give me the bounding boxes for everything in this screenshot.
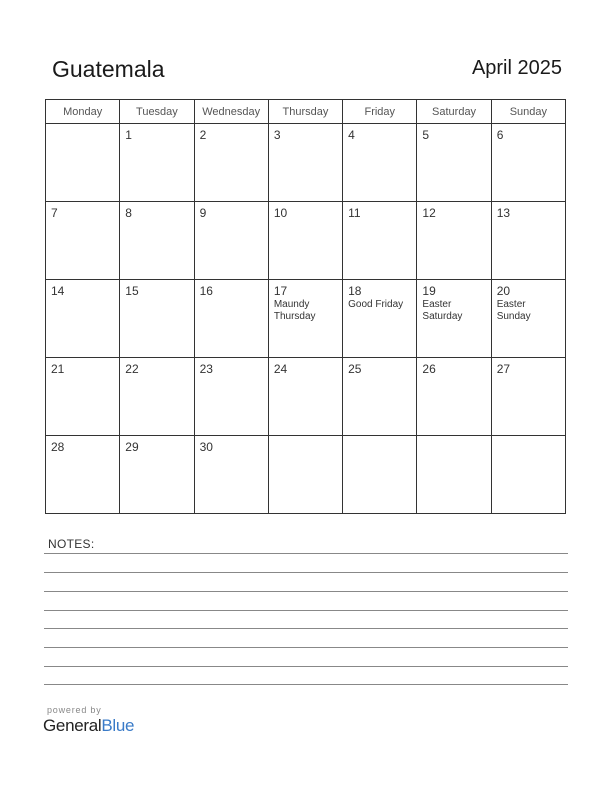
day-cell (46, 280, 120, 358)
weekday-sunday: Sunday (491, 100, 565, 124)
day-number: 18 (348, 284, 362, 298)
week-row (46, 124, 566, 202)
day-number: 5 (422, 128, 430, 142)
day-cell (268, 202, 342, 280)
day-number: 17 (273, 284, 288, 298)
holiday-label-line: Maundy (273, 299, 310, 310)
day-number: 12 (422, 206, 436, 220)
day-number: 25 (348, 362, 362, 376)
day-cell (343, 358, 417, 436)
weekday-thursday: Thursday (268, 100, 342, 124)
note-line (44, 684, 568, 685)
day-cell (343, 436, 417, 514)
day-cell (417, 358, 491, 436)
day-cell (46, 124, 120, 202)
day-cell (417, 202, 491, 280)
day-number: 28 (51, 440, 65, 454)
holiday-label (274, 299, 337, 323)
day-number: 8 (125, 206, 132, 220)
day-cell (268, 436, 342, 514)
notes-label: NOTES: (48, 537, 95, 551)
logo-blue-text: Blue (101, 716, 135, 735)
day-cell (120, 124, 194, 202)
calendar-grid (45, 99, 566, 514)
day-number: 26 (422, 362, 436, 376)
day-number: 2 (199, 128, 207, 142)
logo-general-text: General (43, 716, 102, 735)
day-cell (194, 124, 268, 202)
day-number: 27 (496, 362, 511, 376)
day-number: 21 (51, 362, 65, 376)
day-cell (491, 280, 565, 358)
powered-by-label: powered by (47, 705, 102, 715)
holiday-label-line: Thursday (273, 311, 316, 322)
day-cell (268, 358, 342, 436)
note-line (44, 628, 568, 629)
day-number: 15 (125, 284, 139, 298)
day-number: 16 (199, 284, 213, 298)
day-cell (194, 436, 268, 514)
holiday-label-line: Good Friday (348, 299, 404, 310)
day-cell (120, 436, 194, 514)
day-cell (417, 436, 491, 514)
day-cell (491, 436, 565, 514)
holiday-label (348, 299, 411, 311)
holiday-label-line: Easter (422, 299, 452, 310)
note-line (44, 572, 568, 573)
holiday-label-line: Saturday (422, 311, 463, 322)
weekday-tuesday: Tuesday (120, 100, 194, 124)
week-row (46, 202, 566, 280)
day-number: 4 (348, 128, 355, 142)
day-number: 13 (496, 206, 511, 220)
day-cell (268, 280, 342, 358)
day-cell (491, 202, 565, 280)
holiday-label (497, 299, 560, 323)
country-title: Guatemala (52, 56, 165, 82)
day-cell (343, 124, 417, 202)
day-number: 11 (348, 206, 361, 220)
day-cell (120, 280, 194, 358)
holiday-label-line: Easter (496, 299, 526, 310)
day-cell (268, 124, 342, 202)
day-cell (194, 280, 268, 358)
day-cell (417, 124, 491, 202)
day-cell (194, 202, 268, 280)
note-line (44, 610, 568, 611)
day-number: 14 (51, 284, 65, 298)
day-cell (491, 124, 565, 202)
day-number: 20 (496, 284, 511, 298)
day-cell (46, 202, 120, 280)
day-number: 24 (273, 362, 288, 376)
day-number: 23 (199, 362, 213, 376)
day-number: 3 (273, 128, 281, 142)
day-cell (194, 358, 268, 436)
day-cell (120, 358, 194, 436)
holiday-label-line: Sunday (496, 311, 531, 322)
weekday-friday: Friday (343, 100, 417, 124)
note-line (44, 553, 568, 554)
week-row (46, 436, 566, 514)
day-cell (120, 202, 194, 280)
day-number: 19 (422, 284, 436, 298)
day-number: 30 (199, 440, 213, 454)
day-cell (46, 358, 120, 436)
day-cell (46, 436, 120, 514)
day-cell (417, 280, 491, 358)
month-title: April 2025 (471, 57, 562, 79)
day-number: 29 (125, 440, 139, 454)
note-line (44, 591, 568, 592)
day-number: 6 (496, 128, 504, 142)
week-row (46, 358, 566, 436)
day-number: 1 (125, 128, 132, 142)
day-number: 10 (273, 206, 288, 220)
weekday-saturday: Saturday (417, 100, 491, 124)
weekday-monday: Monday (46, 100, 120, 124)
weekday-header-row (46, 100, 566, 124)
day-cell (343, 280, 417, 358)
week-row (46, 280, 566, 358)
note-line (44, 647, 568, 648)
day-number: 22 (125, 362, 139, 376)
day-number: 9 (199, 206, 207, 220)
day-cell (491, 358, 565, 436)
generalblue-logo (43, 716, 134, 736)
holiday-label (422, 299, 485, 323)
note-line (44, 666, 568, 667)
day-cell (343, 202, 417, 280)
day-number: 7 (51, 206, 58, 220)
weekday-wednesday: Wednesday (194, 100, 268, 124)
